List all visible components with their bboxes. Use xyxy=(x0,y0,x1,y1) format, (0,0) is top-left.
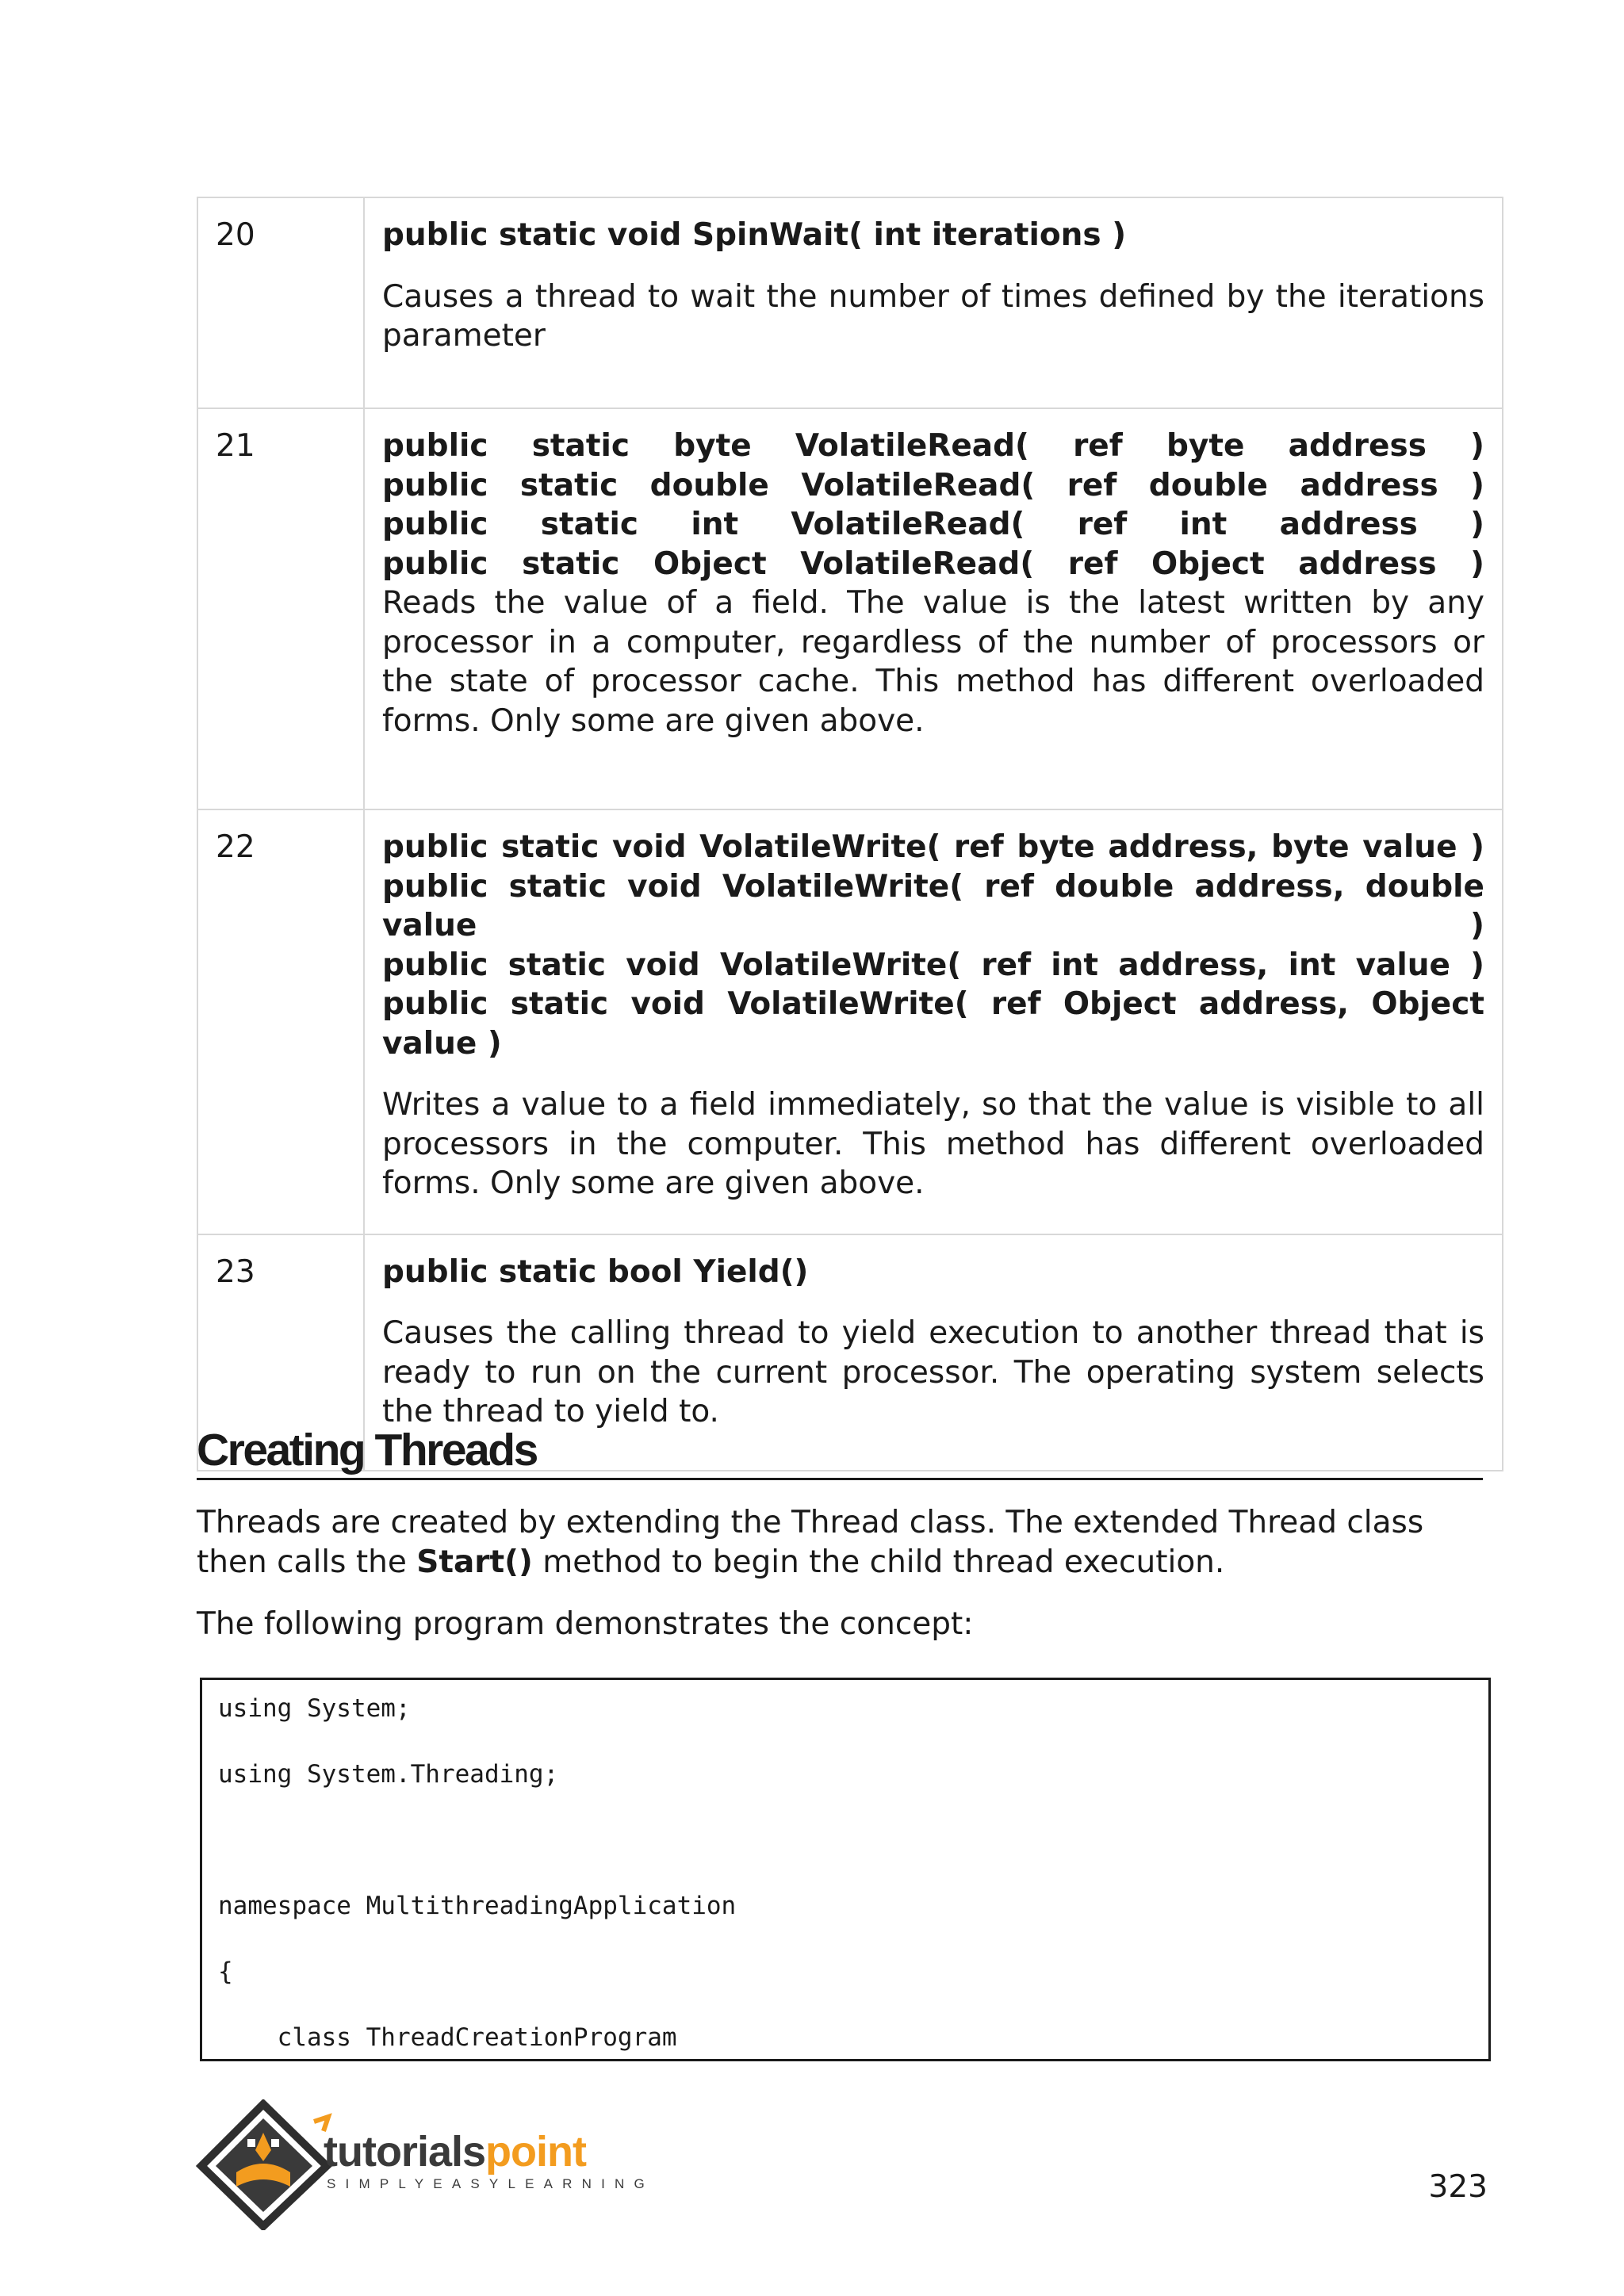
row-content xyxy=(364,809,1503,1234)
method-signature: public static void VolatileWrite( ref int address, int value ) xyxy=(382,947,1484,983)
logo-word-point: point xyxy=(485,2128,586,2175)
demo-paragraph: The following program demonstrates the concept: xyxy=(197,1606,974,1642)
code-line: { xyxy=(218,1957,233,1986)
intro-text: Threads are created by extending the Thread class. The extended Thread class then calls the xyxy=(197,1505,1424,1580)
method-description: Reads the value of a field. The value is the latest written by any processor in a computer, regardless of the number of processors or the state of processor cache. This method has different overloaded forms. Only some are given above. xyxy=(382,585,1484,739)
method-signature: public static void SpinWait( int iterations ) xyxy=(382,217,1127,253)
table-row xyxy=(197,809,1503,1234)
intro-paragraph xyxy=(197,1503,1483,1582)
start-method-name: Start() xyxy=(416,1544,533,1580)
code-line: class ThreadCreationProgram xyxy=(218,2023,677,2052)
code-line: using System; xyxy=(218,1694,411,1723)
method-signature: public static void VolatileWrite( ref double address, double value ) xyxy=(382,868,1484,943)
method-signature: public static byte VolatileRead( ref byte address ) xyxy=(382,428,1484,464)
row-number: 21 xyxy=(197,408,364,809)
table-row xyxy=(197,408,1503,809)
tutorialspoint-logo-icon xyxy=(195,2099,338,2230)
method-signature: public static int VolatileRead( ref int address ) xyxy=(382,507,1484,542)
method-signature: public static bool Yield() xyxy=(382,1253,809,1290)
section-heading: Creating Threads xyxy=(197,1424,1483,1480)
code-line: using System.Threading; xyxy=(218,1760,559,1789)
logo-tagline: SIMPLYEASYLEARNING xyxy=(327,2176,654,2191)
row-number: 23 xyxy=(197,1234,364,1471)
code-block xyxy=(200,1678,1491,2061)
method-description: Writes a value to a field immediately, so that the value is visible to all processors in the computer. This method has different overloaded forms. Only some are given above. xyxy=(382,1087,1484,1201)
method-signature: public static double VolatileRead( ref double address ) xyxy=(382,467,1484,503)
method-description: Causes the calling thread to yield execution to another thread that is ready to run on the current processor. The operating system selects the thread to yield to. xyxy=(382,1315,1484,1429)
method-description: Causes a thread to wait the number of times defined by the iterations parameter xyxy=(382,278,1484,354)
code-line: namespace MultithreadingApplication xyxy=(218,1892,737,1920)
logo-wordmark xyxy=(324,2128,586,2175)
method-signature: public static void VolatileWrite( ref byte address, byte value ) xyxy=(382,829,1484,865)
method-signature: public static void VolatileWrite( ref Object address, Object value ) xyxy=(382,986,1484,1062)
page-number: 323 xyxy=(1428,2169,1488,2205)
table-row xyxy=(197,197,1503,408)
method-signature: public static Object VolatileRead( ref Object address ) xyxy=(382,545,1484,582)
row-content xyxy=(364,197,1503,408)
intro-text-end: method to begin the child thread execution. xyxy=(532,1544,1225,1580)
row-number: 20 xyxy=(197,197,364,408)
methods-table xyxy=(197,197,1503,1471)
row-number: 22 xyxy=(197,809,364,1234)
logo-word-tutorials: tutorials xyxy=(324,2128,486,2175)
row-content xyxy=(364,408,1503,809)
